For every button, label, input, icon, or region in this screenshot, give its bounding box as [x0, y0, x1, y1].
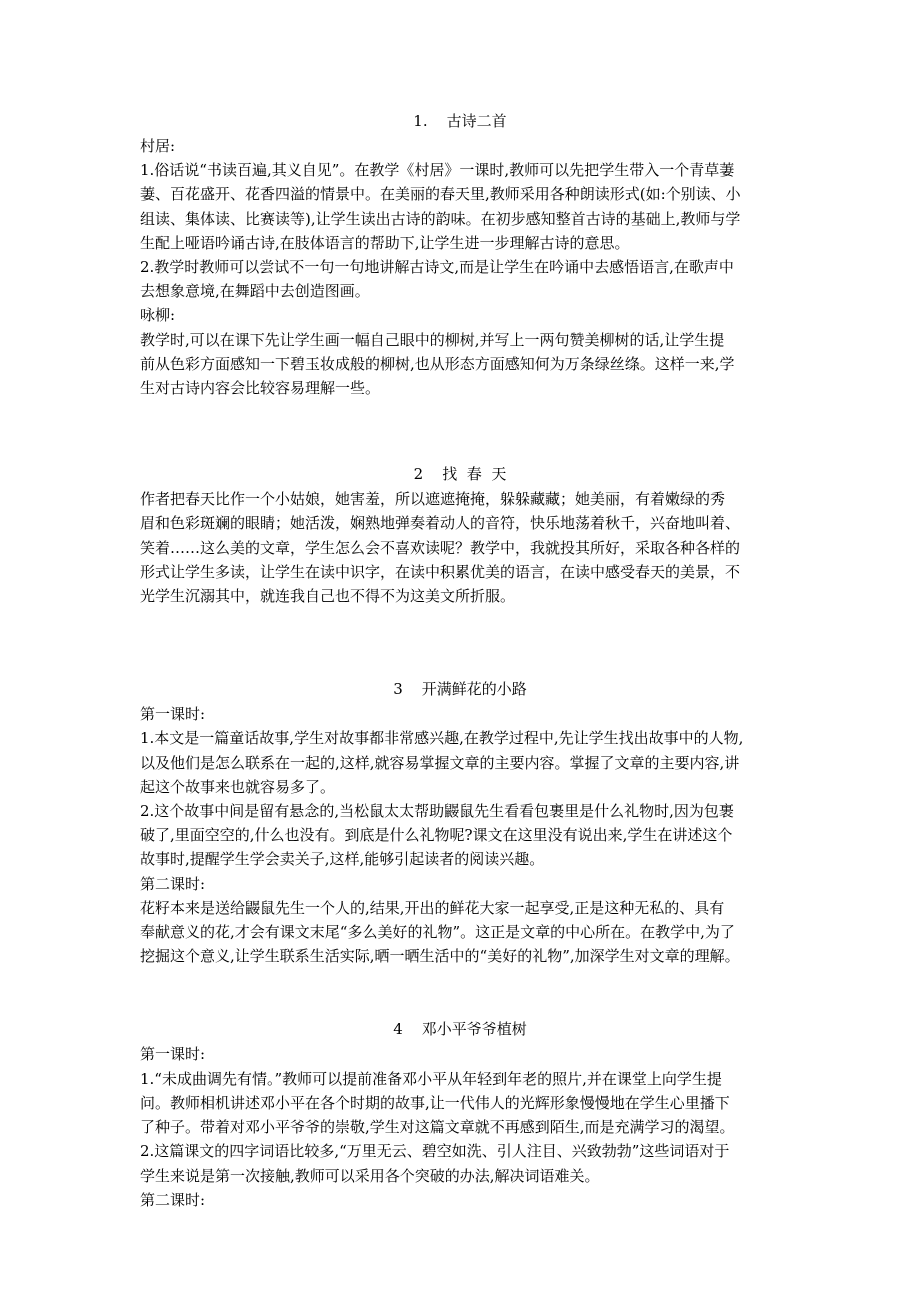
text-line: 村居:	[140, 137, 176, 155]
section-deng-xiaoping-yeye-zhishu	[140, 1016, 780, 1211]
text-line: 生对古诗内容会比较容易理解一些。	[140, 379, 381, 398]
text-line: 笑着……这么美的文章，学生怎么会不喜欢读呢？教学中，我就投其所好，采取各种各样的	[140, 538, 741, 557]
text-line: 去想象意境,在舞蹈中去创造图画。	[140, 282, 370, 301]
section-spacer	[140, 608, 780, 676]
text-line: 前从色彩方面感知一下碧玉妆成般的柳树,也从形态方面感知何为万条绿丝绦。这样一来,学	[140, 354, 735, 373]
section-title: 2 找 春 天	[413, 465, 507, 484]
text-line: 奉献意义的花,才会有课文末尾“多么美好的礼物”。这正是文章的中心所在。在教学中,为了	[140, 923, 735, 942]
text-line: 故事时,提醒学生学会卖关子,这样,能够引起读者的阅读兴趣。	[140, 850, 545, 869]
text-line: 咏柳:	[140, 306, 176, 325]
text-line: 第二课时:	[140, 874, 206, 893]
text-line: 破了,里面空空的,什么也没有。到底是什么礼物呢?课文在这里没有说出来,学生在讲述这个	[140, 826, 733, 845]
section-spacer	[140, 400, 780, 461]
section-title: 1. 古诗二首	[413, 112, 507, 130]
text-line: 组读、集体读、比赛读等),让学生读出古诗的韵味。在初步感知整首古诗的基础上,教师与学	[140, 209, 741, 228]
text-line: 1.俗话说“书读百遍,其义自见”。在教学《村居》一课时,教师可以先把学生带入一个青草萋	[140, 161, 735, 180]
text-line: 学生来说是第一次接触,教师可以采用各个突破的办法,解决词语难关。	[140, 1166, 600, 1185]
document-page	[140, 108, 780, 1212]
text-line: 教学时,可以在课下先让学生画一幅自己眼中的柳树,并写上一两句赞美柳树的话,让学生提	[140, 330, 725, 349]
text-line: 形式让学生多读，让学生在读中识字，在读中积累优美的语言，在读中感受春天的美景，不	[140, 562, 741, 581]
text-line: 2.这篇课文的四字词语比较多,“万里无云、碧空如洗、引人注目、兴致勃勃”这些词语对于	[140, 1142, 730, 1161]
text-line: 了种子。带着对邓小平爷爷的崇敬,学生对这篇文章就不再感到陌生,而是充满学习的渴望。	[140, 1118, 735, 1137]
text-line: 作者把春天比作一个小姑娘，她害羞，所以遮遮掩掩，躲躲藏藏；她美丽，有着嫩绿的秀	[140, 490, 726, 509]
text-line: 第一课时:	[140, 705, 206, 724]
section-spacer	[140, 968, 780, 1016]
text-line: 1.本文是一篇童话故事,学生对故事都非常感兴趣,在教学过程中,先让学生找出故事中的人物,	[140, 729, 744, 748]
text-line: 1.“未成曲调先有情。”教师可以提前准备邓小平从年轻到年老的照片,并在课堂上向学生提	[140, 1069, 722, 1088]
text-line: 第一课时:	[140, 1045, 206, 1064]
text-line: 第二课时:	[140, 1190, 206, 1209]
section-gushi-ershou	[140, 108, 780, 400]
section-title: 3 开满鲜花的小路	[393, 680, 527, 699]
text-line: 花籽本来是送给鼹鼠先生一个人的,结果,开出的鲜花大家一起享受,正是这种无私的、具有	[140, 898, 725, 917]
section-title: 4 邓小平爷爷植树	[393, 1020, 527, 1039]
text-line: 起这个故事来也就容易多了。	[140, 777, 336, 796]
text-line: 生配上哑语吟诵古诗,在肢体语言的帮助下,让学生进一步理解古诗的意思。	[140, 233, 630, 252]
text-line: 光学生沉溺其中，就连我自己也不得不为这美文所折服。	[140, 587, 516, 606]
section-zhao-chuntian	[140, 461, 780, 608]
text-line: 挖掘这个意义,让学生联系生活实际,晒一晒生活中的“美好的礼物”,加深学生对文章的理解。	[140, 947, 740, 966]
text-line: 眉和色彩斑斓的眼睛；她活泼，娴熟地弹奏着动人的音符，快乐地荡着秋千，兴奋地叫着、	[140, 514, 741, 533]
text-line: 2.教学时教师可以尝试不一句一句地讲解古诗文,而是让学生在吟诵中去感悟语言,在歌声中	[140, 258, 734, 277]
text-line: 2.这个故事中间是留有悬念的,当松鼠太太帮助鼹鼠先生看看包裹里是什么礼物时,因为包裹	[140, 802, 734, 821]
section-kaiman-xianhua-de-xiaolu	[140, 676, 780, 968]
text-line: 以及他们是怎么联系在一起的,这样,就容易掌握文章的主要内容。掌握了文章的主要内容,讲	[140, 753, 740, 772]
text-line: 问。教师相机讲述邓小平在各个时期的故事,让一代伟人的光辉形象慢慢地在学生心里播下	[140, 1093, 730, 1112]
text-line: 萋、百花盛开、花香四溢的情景中。在美丽的春天里,教师采用各种朗读形式(如:个别读、小	[140, 185, 741, 204]
